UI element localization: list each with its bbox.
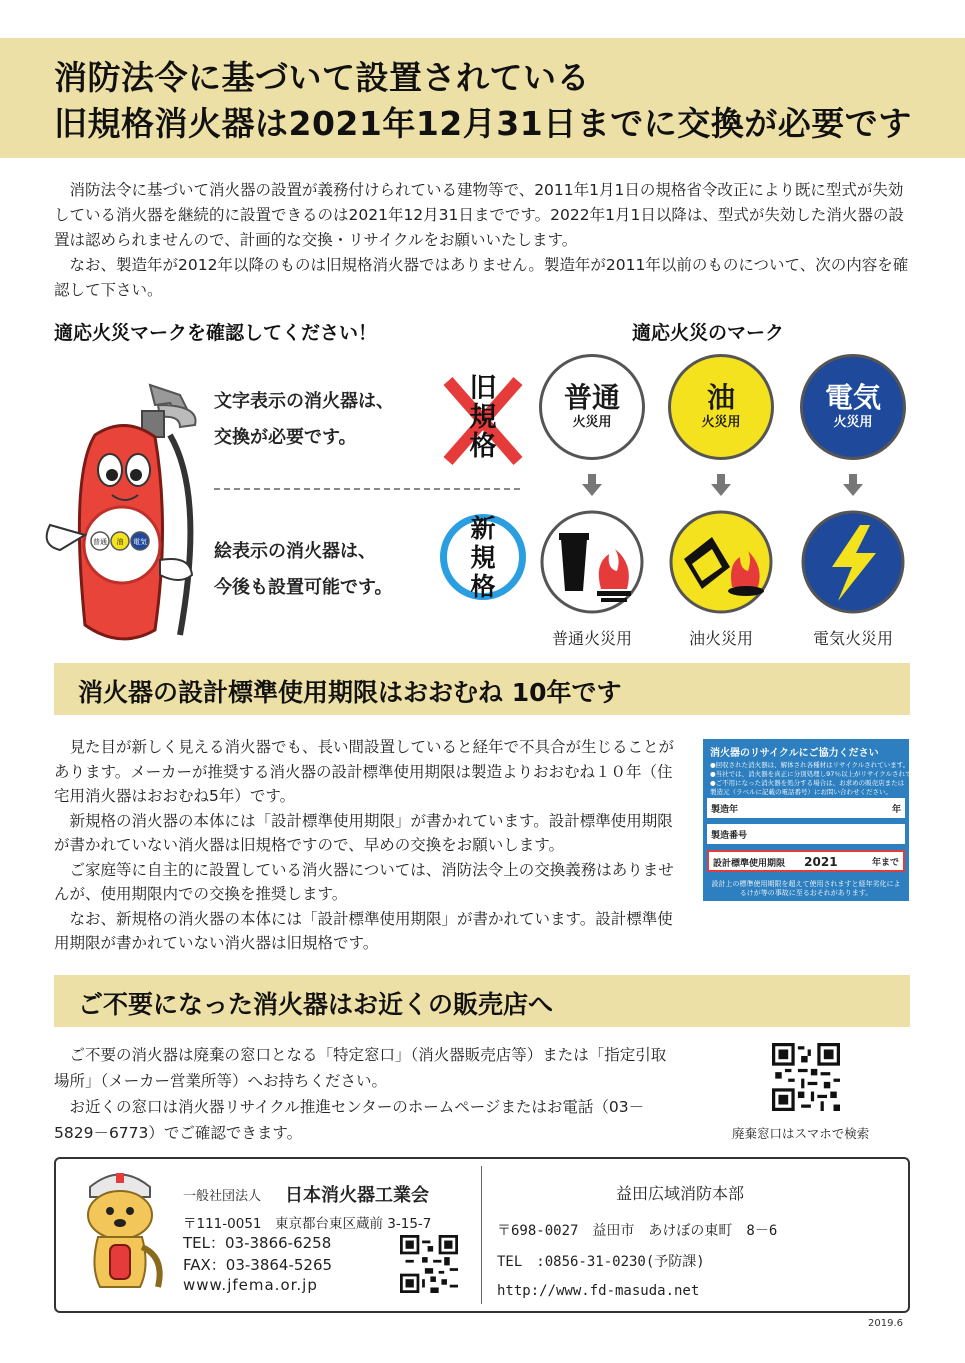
label-field-year	[707, 798, 905, 818]
arrow-stem	[588, 474, 596, 484]
disposal-text	[54, 1042, 674, 1146]
normal-fire-pictogram-icon	[539, 509, 645, 615]
electric-fire-pictogram-icon	[800, 509, 906, 615]
intro-paragraph: 消防法令に基づいて消火器の設置が義務付けられている建物等で、2011年1月1日の規格省令改正により既に型式が失効している消火器を継続的に設置できるのは2021年12月31日までです。2022年1月1日以降は、型式が失効した消火器の設置は認められませんので、計画的な交換・リサイクルをお願いいたします。	[54, 181, 904, 249]
new-text-line: 今後も設置可能です。	[214, 577, 393, 598]
lifespan-paragraph: ご家庭等に自主的に設置している消火器については、消防法令上の交換義務はありませんが、使用期限内での交換を推奨します。	[54, 860, 674, 903]
mark-label-oil: 油火災用	[688, 629, 753, 648]
arrow-down-icon	[582, 484, 602, 496]
label-card-note: ●回収された消火器は、解体され各種材はリサイクルされています。	[710, 761, 910, 769]
label-card-note: ●ご不用になった消火器を処分する場合は、お求めの販売店または	[710, 779, 905, 787]
fire-mark-heading: 適応火災のマーク	[632, 322, 785, 344]
lifespan-paragraph: 見た目が新しく見える消火器でも、長い間設置していると経年で不具合が生じることがあります。メーカーが推奨する消火器の設計標準使用期限は製造よりおおむね１０年（住宅用消火器はおおむね5年）です。	[54, 738, 675, 805]
mark-normal-small: 火災用	[572, 415, 612, 430]
qr-caption: 廃棄窓口はスマホで検索	[732, 1126, 870, 1141]
org-type: 一般社団法人	[183, 1189, 262, 1204]
mark-check-heading: 適応火災マークを確認してください！	[54, 322, 378, 344]
fire-dept-address: 〒698-0027 益田市 あけぼの東町 8－6	[497, 1223, 778, 1239]
label-card-title: 消火器のリサイクルにご協力ください	[710, 748, 879, 759]
intro-paragraph: なお、製造年が2012年以降のものは旧規格消火器ではありません。製造年が2011年以前のものについて、次の内容を確認して下さい。	[54, 256, 909, 299]
old-text-line: 文字表示の消火器は、	[214, 391, 394, 412]
old-text-line: 交換が必要です。	[214, 427, 357, 448]
lifespan-section-title: 消火器の設計標準使用期限はおおむね 10年です	[78, 678, 622, 707]
label-field-serial-label: 製造番号	[711, 831, 748, 841]
new-extinguisher-text	[214, 534, 393, 606]
arrow-down-icon	[711, 484, 731, 496]
mascot-mark-electric: 電気	[133, 538, 147, 546]
label-card-footer: 設計上の標準使用期限を超えて使用されますと経年劣化によるけが等の事故に至るおそれがあります。	[711, 880, 901, 897]
old-extinguisher-text	[214, 384, 394, 456]
org-website-link[interactable]: www.jfema.or.jp	[183, 1276, 318, 1294]
lifespan-paragraph: 新規格の消火器の本体には「設計標準使用期限」が書かれています。設計標準使用期限が書かれていない消火器は旧規格ですので、早めの交換をお願いします。	[54, 811, 673, 854]
disposal-section-title: ご不要になった消火器はお近くの販売店へ	[78, 990, 554, 1019]
intro-text	[54, 178, 914, 303]
date-code: 2019.6	[868, 1318, 903, 1329]
label-field-expiry-value: 2021	[804, 855, 838, 869]
old-standard-badge: 旧規格	[469, 373, 497, 462]
mark-electric-big: 電気	[824, 381, 881, 414]
mascot-mark-normal: 普通	[93, 538, 107, 546]
lifespan-paragraph: なお、新規格の消火器の本体には「設計標準使用期限」が書かれています。設計標準使用期限が書かれていない消火器は旧規格です。	[54, 909, 673, 952]
page-title-line2: 旧規格消火器は2021年12月31日までに交換が必要です	[54, 104, 912, 143]
org-fax: FAX：03-3864-5265	[183, 1256, 333, 1274]
arrow-down-icon	[843, 484, 863, 496]
footer-divider	[481, 1166, 482, 1304]
fire-dept-website-link[interactable]: http://www.fd-masuda.net	[497, 1283, 700, 1299]
arrow-stem	[717, 474, 725, 484]
lifespan-text	[54, 735, 680, 956]
mark-normal-big: 普通	[563, 381, 620, 414]
fire-dept-name: 益田広域消防本部	[616, 1184, 745, 1203]
org-tel: TEL：03-3866-6258	[183, 1234, 332, 1252]
qr-code-icon[interactable]	[400, 1235, 458, 1293]
disposal-paragraph: ご不要の消火器は廃棄の窓口となる「特定窓口」（消火器販売店等）または「指定引取場所」（メーカー営業所等）へお持ちください。	[54, 1046, 667, 1090]
new-standard-badge: 新規格	[470, 514, 496, 601]
oil-fire-pictogram-icon	[668, 509, 774, 615]
divider-dashed	[214, 488, 520, 490]
label-field-expiry	[707, 850, 905, 872]
mark-oil-big: 油	[706, 381, 735, 414]
org-address: 〒111-0051 東京都台東区蔵前 3-15-7	[183, 1216, 432, 1232]
qr-code-icon[interactable]	[772, 1043, 840, 1111]
fire-dept-tel: TEL :0856-31-0230(予防課)	[497, 1254, 705, 1270]
extinguisher-mascot-illustration	[30, 375, 210, 655]
label-field-serial	[707, 824, 905, 844]
page-title-line1: 消防法令に基づいて設置されている	[54, 58, 590, 97]
mark-oil-text	[668, 354, 774, 460]
label-field-expiry-unit: 年まで	[871, 858, 899, 868]
mark-electric-text	[800, 354, 906, 460]
arrow-stem	[849, 474, 857, 484]
label-field-expiry-label: 設計標準使用期限	[713, 859, 786, 869]
mascot-dog-illustration	[70, 1167, 170, 1297]
disposal-paragraph: お近くの窓口は消火器リサイクル推進センターのホームページまたはお電話（03－5829－6773）でご確認できます。	[54, 1098, 645, 1142]
mark-label-electric: 電気火災用	[812, 629, 893, 648]
label-card-note: 製造元（ラベルに記載の電話番号）にお問い合わせください。	[710, 788, 892, 796]
label-field-year-label: 製造年	[711, 805, 739, 815]
mark-label-normal: 普通火災用	[551, 629, 632, 648]
mark-oil-small: 火災用	[701, 415, 741, 430]
mark-normal-text	[539, 354, 645, 460]
label-card-note: ●当社では、消火器を真正に分別処理し97％以上がリサイクルされています。	[710, 770, 938, 778]
label-field-year-unit: 年	[891, 805, 901, 815]
new-text-line: 絵表示の消火器は、	[214, 541, 376, 562]
mark-electric-small: 火災用	[833, 415, 873, 430]
org-name: 日本消火器工業会	[285, 1185, 429, 1206]
mascot-mark-oil: 油	[116, 538, 124, 546]
